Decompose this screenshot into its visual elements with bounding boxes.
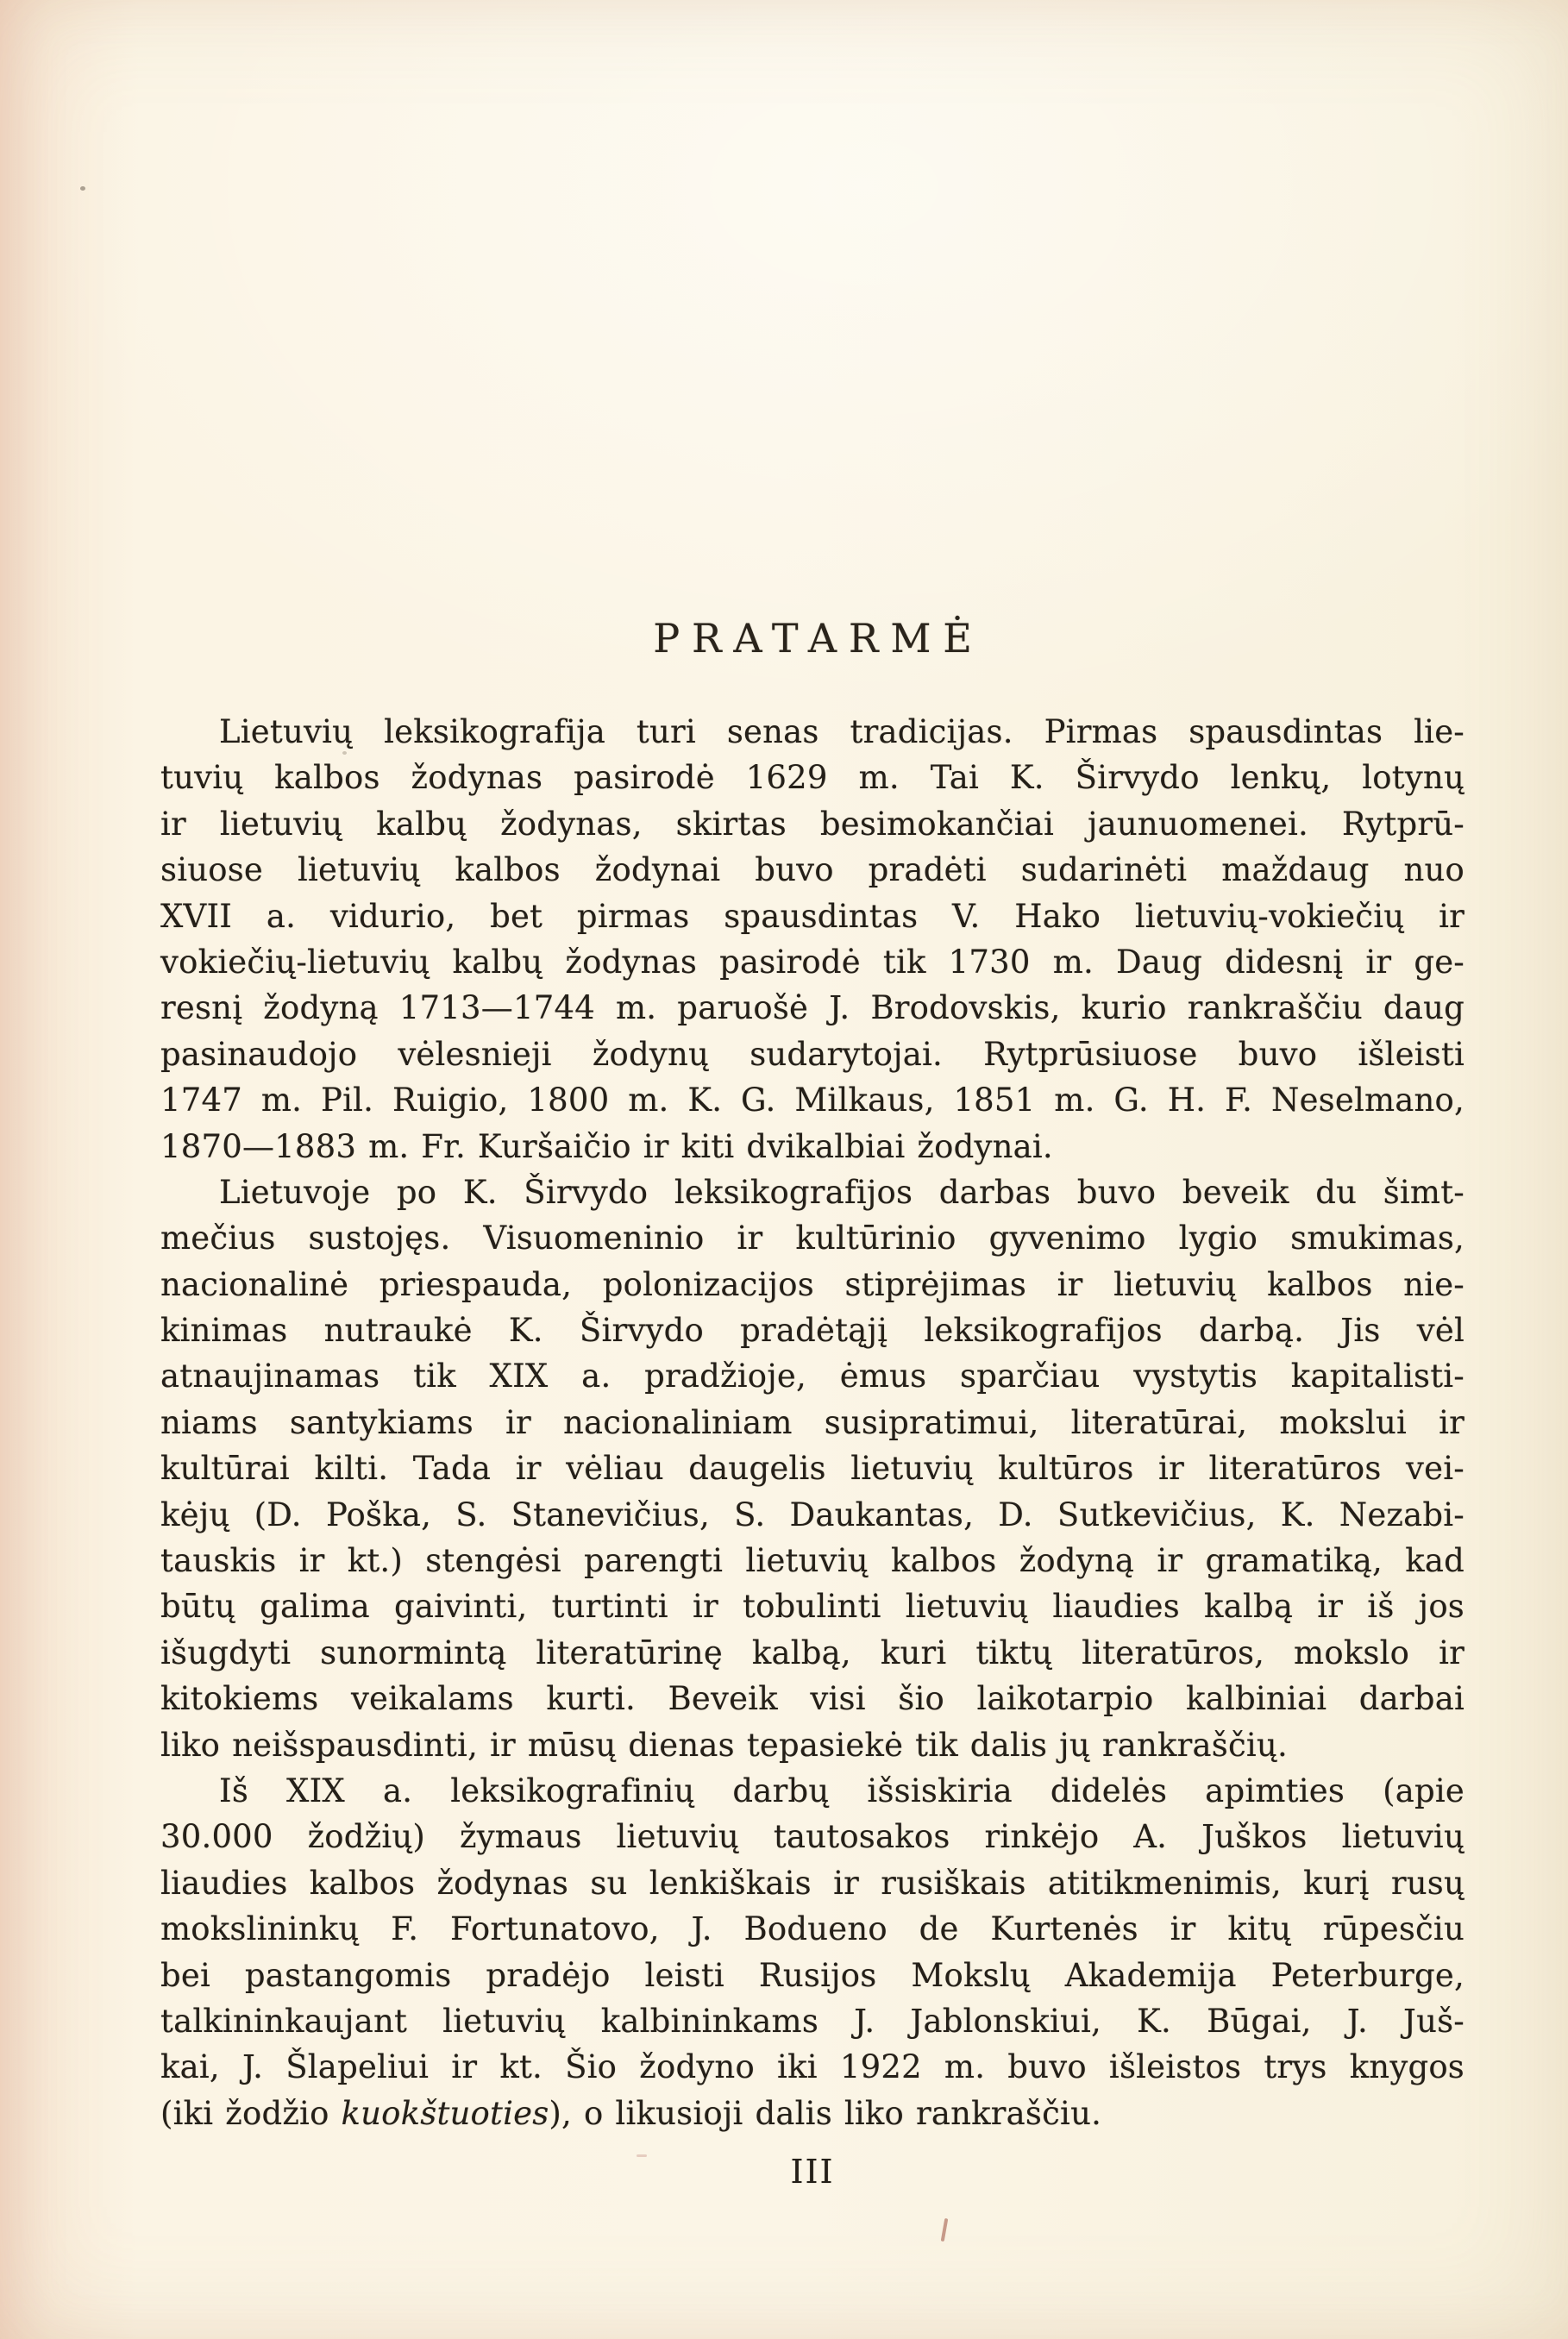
- text-line: [160, 2091, 1465, 2136]
- text-line: Iš XIX a. leksikografinių darbų išsiskiria didelės apimties (apie: [219, 1771, 1465, 1809]
- text-line: XVII a. vidurio, bet pirmas spausdintas V. Hako lietuvių-vokiečių ir: [160, 897, 1465, 935]
- page-number: III: [790, 2153, 835, 2191]
- text-line: siuose lietuvių kalbos žodynai buvo pradėti sudarinėti maždaug nuo: [160, 851, 1465, 889]
- text-line: mokslininkų F. Fortunatovo, J. Bodueno de Kurtenės ir kitų rūpesčiu: [160, 1910, 1465, 1948]
- text-line: tauskis ir kt.) stengėsi parengti lietuvių kalbos žodyną ir gramatiką, kad: [160, 1542, 1465, 1580]
- text-line: 30.000 žodžių) žymaus lietuvių tautosakos rinkėjo A. Juškos lietuvių: [160, 1818, 1465, 1856]
- text-line: kinimas nutraukė K. Širvydo pradėtąjį leksikografijos darbą. Jis vėl: [160, 1312, 1465, 1350]
- text-line: būtų galima gaivinti, turtinti ir tobulinti lietuvių liaudies kalbą ir iš jos: [160, 1588, 1465, 1626]
- text-line: liko neišspausdinti, ir mūsų dienas tepasiekė tik dalis jų rankraščių.: [160, 1726, 1288, 1764]
- scan-slash-mark: [941, 2218, 949, 2242]
- text-line: liaudies kalbos žodynas su lenkiškais ir rusiškais atitikmenimis, kurį rusų: [160, 1864, 1465, 1902]
- text-line: Lietuvių leksikografija turi senas tradicijas. Pirmas spausdintas lie-: [219, 713, 1465, 750]
- text-line: 1747 m. Pil. Ruigio, 1800 m. K. G. Milkaus, 1851 m. G. H. F. Neselmano,: [160, 1082, 1465, 1119]
- text-line: resnį žodyną 1713—1744 m. paruošė J. Brodovskis, kurio rankraščiu daug: [160, 989, 1465, 1027]
- text-line: mečius sustojęs. Visuomeninio ir kultūrinio gyvenimo lygio smukimas,: [160, 1220, 1465, 1257]
- text-segment: ), o likusioji dalis liko rankraščiu.: [549, 2094, 1102, 2132]
- text-line: talkininkaujant lietuvių kalbininkams J. Jablonskiui, K. Būgai, J. Juš-: [160, 2002, 1465, 2040]
- text-line: kitokiems veikalams kurti. Beveik visi šio laikotarpio kalbiniai darbai: [160, 1680, 1465, 1718]
- scan-speck: [342, 751, 347, 755]
- text-line: kultūrai kilti. Tada ir vėliau daugelis lietuvių kultūros ir literatūros vei-: [160, 1450, 1465, 1488]
- text-line: išugdyti sunormintą literatūrinę kalbą, kuri tiktų literatūros, mokslo ir: [160, 1634, 1465, 1671]
- italic-word: kuokštuoties: [341, 2094, 549, 2132]
- text-line: kai, J. Šlapeliui ir kt. Šio žodyno iki 1922 m. buvo išleistos trys knygos: [160, 2048, 1465, 2086]
- text-line: vokiečių-lietuvių kalbų žodynas pasirodė tik 1730 m. Daug didesnį ir ge-: [160, 943, 1465, 981]
- paragraph-1: [160, 709, 1465, 1170]
- text-line: Lietuvoje po K. Širvydo leksikografijos darbas buvo beveik du šimt-: [219, 1173, 1465, 1211]
- text-line: niams santykiams ir nacionaliniam susipratimui, literatūrai, mokslui ir: [160, 1403, 1465, 1441]
- paragraph-2: [160, 1170, 1465, 1768]
- text-segment: (iki žodžio: [160, 2094, 342, 2132]
- text-line: pasinaudojo vėlesnieji žodynų sudarytojai. Rytprūsiuose buvo išleisti: [160, 1035, 1465, 1073]
- page-title: PRATARMĖ: [653, 615, 984, 662]
- text-block: [160, 709, 1465, 2136]
- text-line: nacionalinė priespauda, polonizacijos stiprėjimas ir lietuvių kalbos nie-: [160, 1265, 1465, 1303]
- text-line: atnaujinamas tik XIX a. pradžioje, ėmus sparčiau vystytis kapitalisti-: [160, 1358, 1465, 1395]
- text-line: 1870—1883 m. Fr. Kuršaičio ir kiti dvikalbiai žodynai.: [160, 1127, 1053, 1165]
- scan-speck: [80, 186, 85, 191]
- scan-speck: [637, 2154, 647, 2157]
- text-line: kėjų (D. Poška, S. Stanevičius, S. Daukantas, D. Sutkevičius, K. Nezabi-: [160, 1496, 1465, 1533]
- text-line: bei pastangomis pradėjo leisti Rusijos Mokslų Akademija Peterburge,: [160, 1956, 1465, 1994]
- paragraph-3: [160, 1768, 1465, 2136]
- text-line: tuvių kalbos žodynas pasirodė 1629 m. Tai K. Širvydo lenkų, lotynų: [160, 759, 1465, 797]
- text-line: ir lietuvių kalbų žodynas, skirtas besimokančiai jaunuomenei. Rytprū-: [160, 805, 1465, 843]
